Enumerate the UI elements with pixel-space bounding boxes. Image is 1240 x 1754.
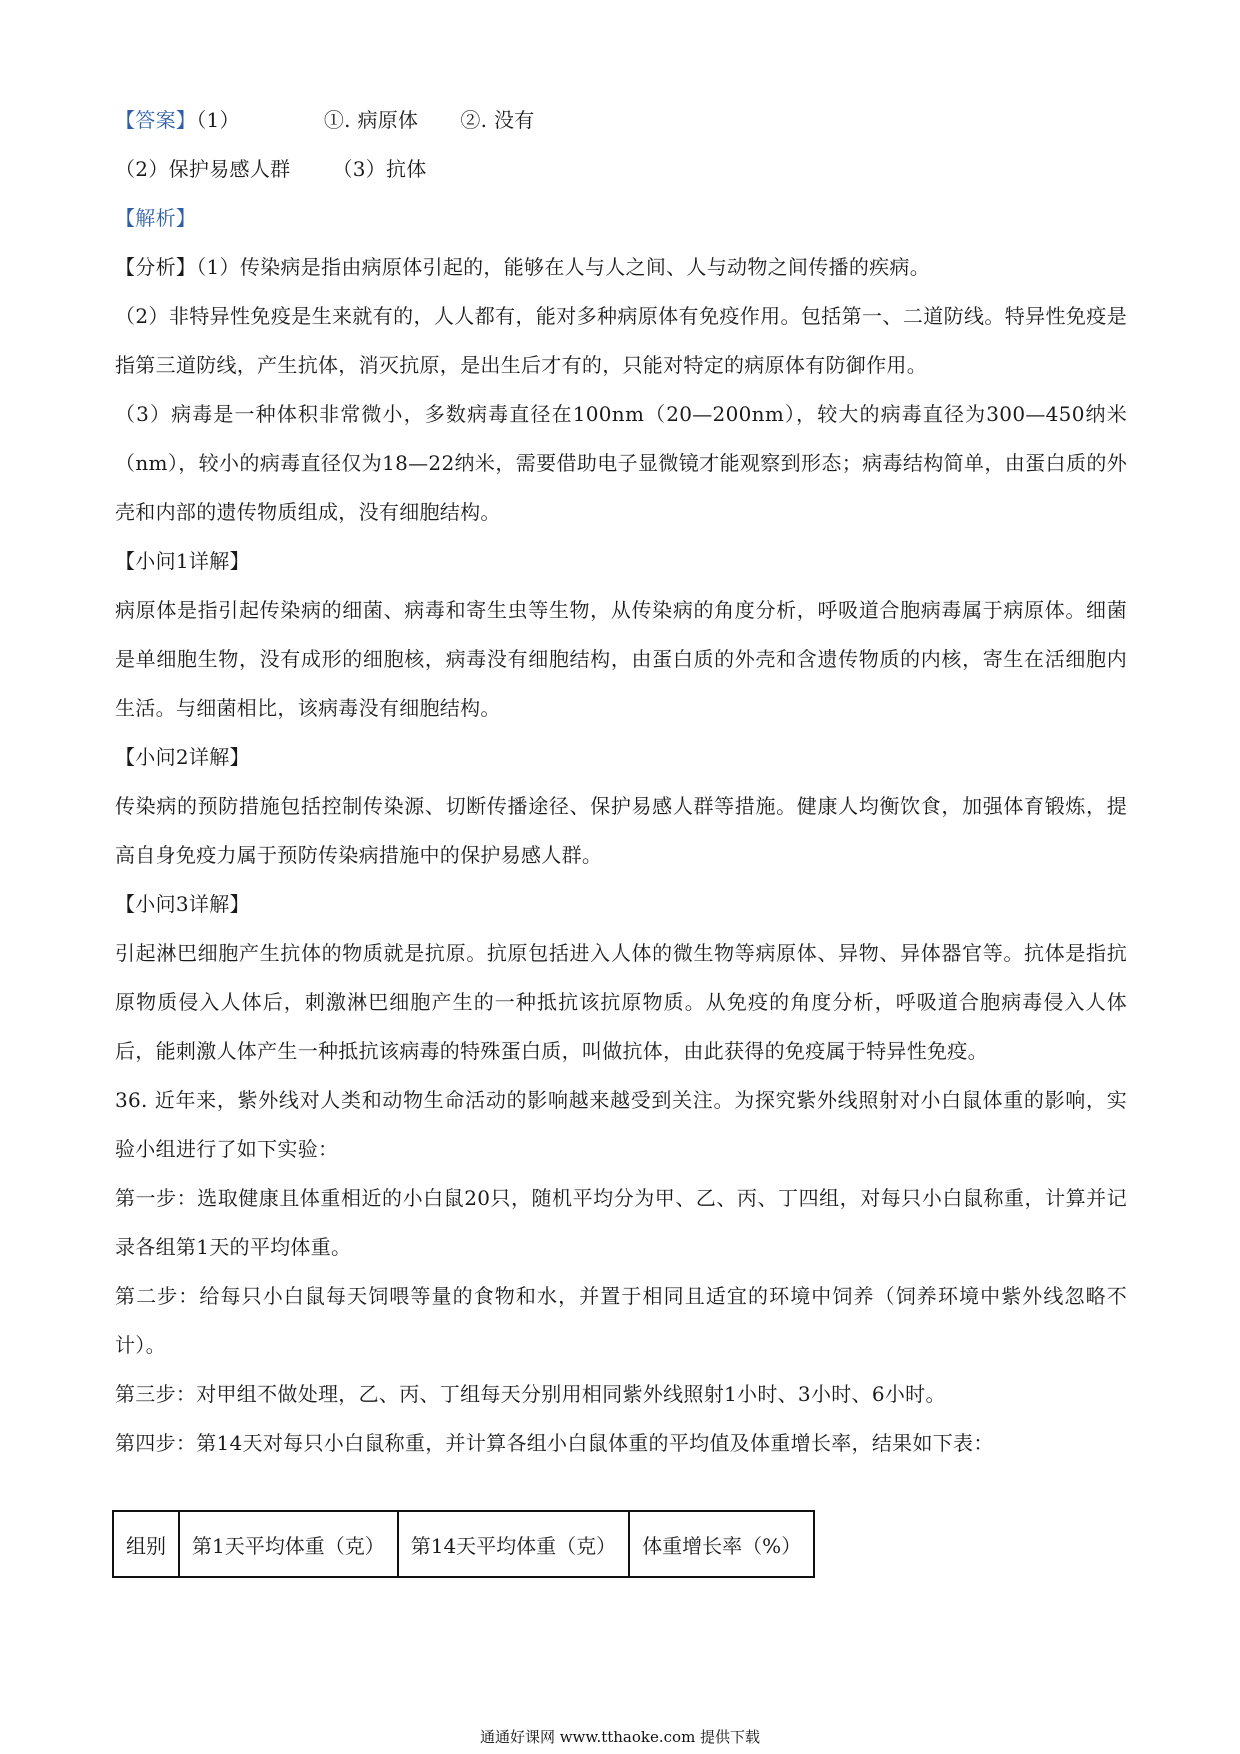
analysis-label: 【解析】	[115, 206, 197, 230]
analysis-paragraph-1: 【分析】（1）传染病是指由病原体引起的，能够在人与人之间、人与动物之间传播的疾病。	[115, 255, 931, 279]
footer-watermark: 通通好课网 www.tthaoke.com 提供下载	[479, 1728, 761, 1746]
table-header-cell: 第14天平均体重（克）	[398, 1511, 629, 1577]
q1-heading: 【小问1详解】	[115, 549, 250, 573]
q3-text: 引起淋巴细胞产生抗体的物质就是抗原。抗原包括进入人体的微生物等病原体、异物、异体器官等。抗体是指抗原物质侵入人体后，刺激淋巴细胞产生的一种抵抗该抗原物质。从免疫的角度分析，呼吸道合胞病毒侵入人体后，能刺激人体产生一种抵抗该病毒的特殊蛋白质，叫做抗体，由此获得的免疫属于特异性免疫。	[115, 941, 1127, 1063]
question-36-step3: 第三步：对甲组不做处理，乙、丙、丁组每天分别用相同紫外线照射1小时、3小时、6小时。	[115, 1382, 946, 1406]
question-36-step4: 第四步：第14天对每只小白鼠称重，并计算各组小白鼠体重的平均值及体重增长率，结果如下表：	[115, 1431, 994, 1455]
answer-part1-a1: ①. 病原体	[323, 108, 419, 132]
table-header-cell: 体重增长率（%）	[629, 1511, 814, 1577]
q1-text: 病原体是指引起传染病的细菌、病毒和寄生虫等生物，从传染病的角度分析，呼吸道合胞病毒属于病原体。细菌是单细胞生物，没有成形的细胞核，病毒没有细胞结构，由蛋白质的外壳和含遗传物质的内核，寄生在活细胞内生活。与细菌相比，该病毒没有细胞结构。	[115, 598, 1127, 720]
table-header-row	[113, 1511, 814, 1577]
table-header-cell: 组别	[113, 1511, 179, 1577]
answer-line	[115, 96, 1127, 145]
analysis-paragraph-2: （2）非特异性免疫是生来就有的，人人都有，能对多种病原体有免疫作用。包括第一、二道防线。特异性免疫是指第三道防线，产生抗体，消灭抗原，是出生后才有的，只能对特定的病原体有防御作用。	[115, 304, 1127, 377]
document-body	[115, 96, 1127, 1468]
question-36-stem: 36. 近年来，紫外线对人类和动物生命活动的影响越来越受到关注。为探究紫外线照射对小白鼠体重的影响，实验小组进行了如下实验：	[115, 1088, 1127, 1161]
analysis-paragraph-3: （3）病毒是一种体积非常微小，多数病毒直径在100nm（20—200nm），较大的病毒直径为300—450纳米（nm），较小的病毒直径仅为18—22纳米，需要借助电子显微镜才能观察到形态；病毒结构简单，由蛋白质的外壳和内部的遗传物质组成，没有细胞结构。	[115, 402, 1127, 524]
q2-heading: 【小问2详解】	[115, 745, 250, 769]
q2-text: 传染病的预防措施包括控制传染源、切断传播途径、保护易感人群等措施。健康人均衡饮食，加强体育锻炼，提高自身免疫力属于预防传染病措施中的保护易感人群。	[115, 794, 1127, 867]
table-header-cell: 第1天平均体重（克）	[179, 1511, 398, 1577]
question-36-step2: 第二步：给每只小白鼠每天饲喂等量的食物和水，并置于相同且适宜的环境中饲养（饲养环境中紫外线忽略不计）。	[115, 1284, 1127, 1357]
q3-heading: 【小问3详解】	[115, 892, 250, 916]
answer-line-2	[115, 145, 1127, 194]
results-table	[112, 1510, 815, 1578]
answer-part3: （3）抗体	[332, 157, 427, 181]
answer-part2: （2）保护易感人群	[115, 157, 291, 181]
answer-part1-a2: ②. 没有	[460, 108, 535, 132]
answer-part1-number: （1）	[196, 108, 240, 132]
question-36-step1: 第一步：选取健康且体重相近的小白鼠20只，随机平均分为甲、乙、丙、丁四组，对每只小白鼠称重，计算并记录各组第1天的平均体重。	[115, 1186, 1127, 1259]
answer-label: 【答案】	[115, 108, 197, 132]
